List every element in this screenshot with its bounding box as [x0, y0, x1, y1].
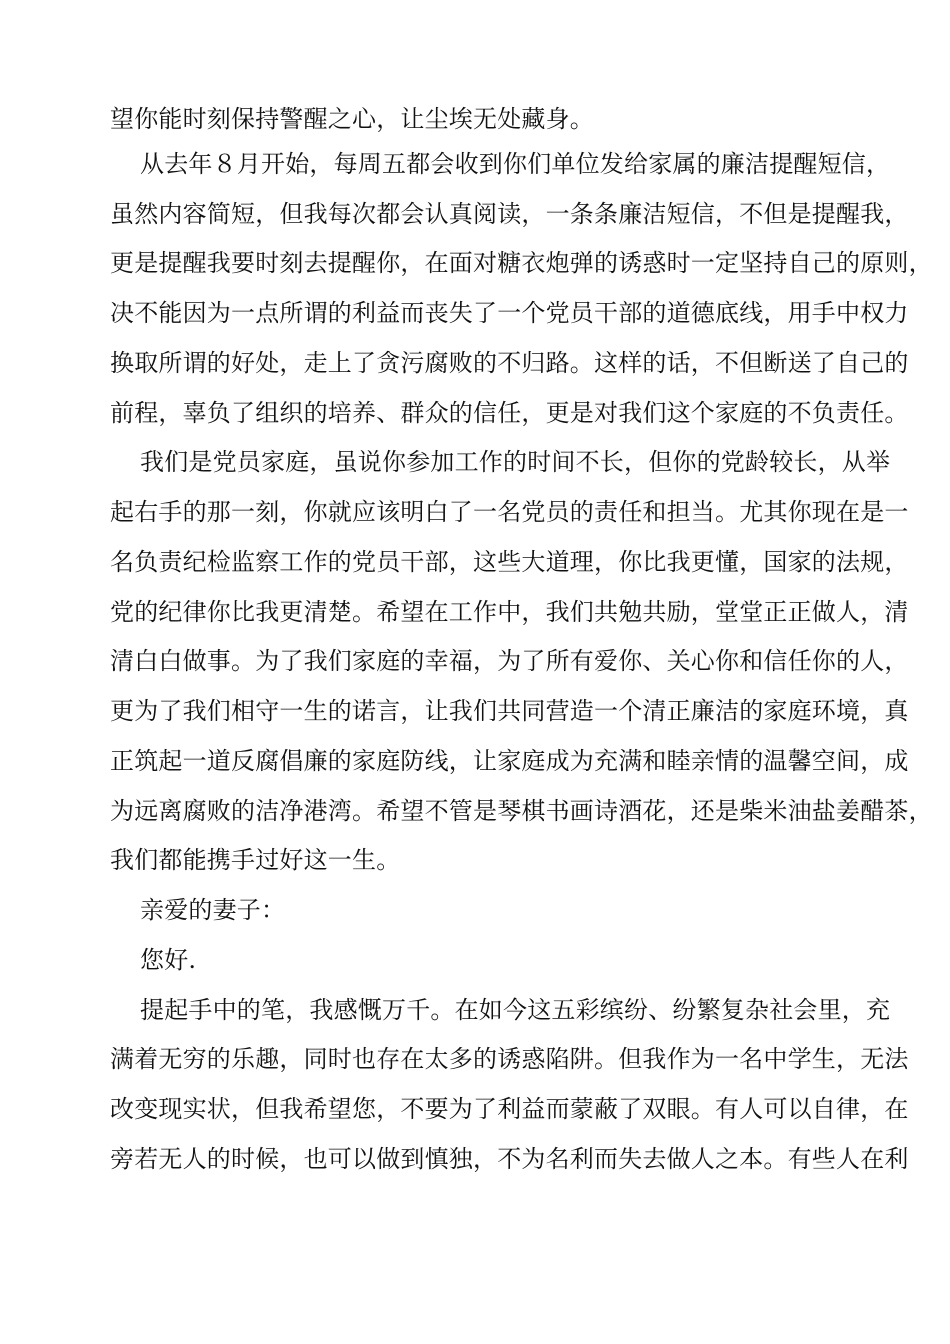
paragraph-line: 虽然内容简短，但我每次都会认真阅读，一条条廉洁短信，不但是提醒我， [110, 200, 909, 228]
paragraph-line: 改变现实状，但我希望您，不要为了利益而蒙蔽了双眼。有人可以自律，在 [110, 1095, 909, 1123]
paragraph-line: 更为了我们相守一生的诺言，让我们共同营造一个清正廉洁的家庭环境，真 [110, 697, 909, 725]
paragraph-line: 我们都能携手过好这一生。 [110, 846, 401, 874]
paragraph-line: 起右手的那一刻，你就应该明白了一名党员的责任和担当。尤其你现在是一 [110, 498, 909, 526]
paragraph-line: 满着无穷的乐趣，同时也存在太多的诱惑陷阱。但我作为一名中学生，无法 [110, 1045, 909, 1073]
paragraph-line: 决不能因为一点所谓的利益而丧失了一个党员干部的道德底线，用手中权力 [110, 299, 909, 327]
paragraph-line: 旁若无人的时候，也可以做到慎独，不为名利而失去做人之本。有些人在利 [110, 1145, 909, 1173]
paragraph-line: 清白白做事。为了我们家庭的幸福，为了所有爱你、关心你和信任你的人， [110, 647, 909, 675]
paragraph-line: 更是提醒我要时刻去提醒你，在面对糖衣炮弹的诱惑时一定坚持自己的原则， [110, 249, 933, 277]
paragraph-line: 前程，辜负了组织的培养、群众的信任，更是对我们这个家庭的不负责任。 [110, 399, 909, 427]
paragraph-line: 名负责纪检监察工作的党员干部，这些大道理，你比我更懂，国家的法规， [110, 548, 909, 576]
paragraph-line: 从去年８月开始，每周五都会收到你们单位发给家属的廉洁提醒短信， [140, 150, 891, 178]
paragraph-line: 望你能时刻保持警醒之心，让尘埃无处藏身。 [110, 105, 594, 133]
paragraph-line: 提起手中的笔，我感慨万千。在如今这五彩缤纷、纷繁复杂社会里，充 [140, 996, 891, 1024]
paragraph-line: 为远离腐败的洁净港湾。希望不管是琴棋书画诗酒花，还是柴米油盐姜醋茶， [110, 797, 933, 825]
paragraph-line: 正筑起一道反腐倡廉的家庭防线，让家庭成为充满和睦亲情的温馨空间，成 [110, 747, 909, 775]
paragraph-line: 党的纪律你比我更清楚。希望在工作中，我们共勉共励，堂堂正正做人，清 [110, 598, 909, 626]
salutation: 亲爱的妻子： [140, 896, 286, 924]
paragraph-line: 我们是党员家庭，虽说你参加工作的时间不长，但你的党龄较长，从举 [140, 448, 891, 476]
paragraph-line: 换取所谓的好处，走上了贪污腐败的不归路。这样的话，不但断送了自己的 [110, 349, 909, 377]
greeting: 您好. [140, 946, 197, 974]
